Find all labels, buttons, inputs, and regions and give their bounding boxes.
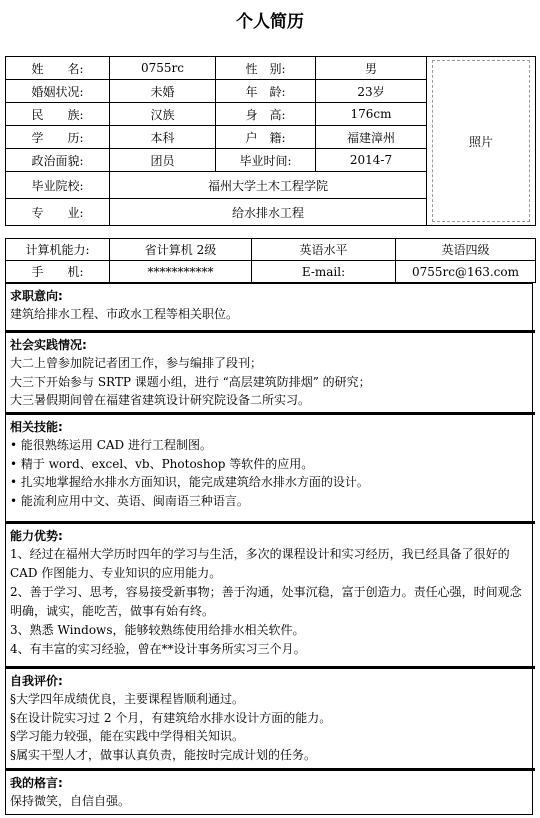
page-title: 个人简历: [236, 12, 304, 32]
photo-placeholder: [432, 60, 530, 222]
strength-item: 3、熟悉 Windows，能够较熟练使用给排水相关软件。: [10, 623, 305, 637]
evaluation-item: §属实干型人才，做事认真负责，能按时完成计划的任务。: [10, 747, 317, 762]
evaluation-item: §学习能力较强，能在实践中学得相关知识。: [10, 729, 245, 743]
skill-item: • 能很熟练运用 CAD 进行工程制图。: [10, 438, 212, 452]
gender-value: 男: [316, 57, 427, 80]
objective-heading: 求职意向:: [10, 289, 63, 303]
photo-cell: [427, 57, 536, 226]
school-value: 福州大学土木工程学院: [110, 172, 427, 199]
motto-heading: 我的格言:: [10, 776, 63, 790]
evaluation-section: [5, 669, 533, 769]
huji-label: 户 籍:: [216, 126, 316, 149]
strength-item: 2、善于学习、思考，容易接受新事物；善于沟通，处事沉稳，富于创造力。责任心强，时间观念明确，诚实，能吃苦，做事有始有终。: [10, 585, 522, 618]
strength-item: 4、有丰富的实习经验，曾在**设计事务所实习三个月。: [10, 642, 306, 656]
marital-value: 未婚: [110, 80, 216, 103]
ethnic-label: 民 族:: [6, 103, 110, 126]
height-label: 身 高:: [216, 103, 316, 126]
email-value: 0755rc@163.com: [396, 261, 536, 283]
name-value: 0755rc: [110, 57, 216, 80]
political-label: 政治面貌:: [6, 149, 110, 172]
skills-heading: 相关技能:: [10, 420, 63, 434]
skills-section: [5, 415, 533, 522]
ethnic-value: 汉族: [110, 103, 216, 126]
practice-heading: 社会实践情况:: [10, 338, 87, 352]
skill-item: • 精于 word、excel、vb、Photoshop 等软件的应用。: [10, 456, 314, 471]
photo-label: 照片: [469, 134, 494, 149]
phone-label: 手 机:: [6, 261, 110, 283]
english-value: 英语四级: [396, 239, 536, 261]
huji-value: 福建漳州: [316, 126, 427, 149]
strengths-heading: 能力优势:: [10, 529, 63, 543]
political-value: 团员: [110, 149, 216, 172]
evaluation-heading: 自我评价:: [10, 674, 63, 688]
grad-time-label: 毕业时间:: [216, 149, 316, 172]
practice-line: 大三暑假期间曾在福建省建筑设计研究院设备二所实习。: [10, 393, 311, 407]
school-label: 毕业院校:: [6, 172, 110, 199]
strengths-section: [5, 524, 533, 667]
major-value: 给水排水工程: [110, 199, 427, 226]
evaluation-item: §在设计院实习过 2 个月，有建筑给水排水设计方面的能力。: [10, 710, 332, 725]
basic-info-table: [5, 56, 536, 226]
computer-value: 省计算机 2级: [110, 239, 252, 261]
height-value: 176cm: [316, 103, 427, 126]
phone-value: ***********: [110, 261, 252, 283]
evaluation-item: §大学四年成绩优良，主要课程皆顺利通过。: [10, 692, 245, 706]
objective-section: [5, 283, 533, 331]
major-label: 专 业:: [6, 199, 110, 226]
skill-item: • 扎实地掌握给水排水方面知识，能完成建筑给水排水方面的设计。: [10, 475, 369, 489]
computer-label: 计算机能力:: [6, 239, 110, 261]
practice-line: 大三下开始参与 SRTP 课题小组，进行 “高层建筑防排烟” 的研究；: [10, 374, 371, 389]
english-label: 英语水平: [252, 239, 396, 261]
objective-line: 建筑给排水工程、市政水工程等相关职位。: [10, 307, 239, 321]
strength-item: 1、经过在福州大学历时四年的学习与生活，多次的课程设计和实习经历，我已经具备了很好的 CAD 作图能力、专业知识的应用能力。: [10, 547, 510, 580]
edu-label: 学 历:: [6, 126, 110, 149]
email-label: E-mail:: [252, 261, 396, 283]
gender-label: 性 别:: [216, 57, 316, 80]
grad-time-value: 2014-7: [316, 149, 427, 172]
motto-section: [5, 771, 533, 815]
edu-value: 本科: [110, 126, 216, 149]
motto-line: 保持微笑，自信自强。: [10, 794, 131, 808]
contact-table: [5, 238, 536, 283]
practice-line: 大二上曾参加院记者团工作，参与编排了段刊；: [10, 356, 263, 370]
age-value: 23岁: [316, 80, 427, 103]
marital-label: 婚姻状况:: [6, 80, 110, 103]
name-label: 姓 名:: [6, 57, 110, 80]
skill-item: • 能流利应用中文、英语、闽南语三种语言。: [10, 493, 249, 508]
age-label: 年 龄:: [216, 80, 316, 103]
practice-section: [5, 333, 533, 413]
